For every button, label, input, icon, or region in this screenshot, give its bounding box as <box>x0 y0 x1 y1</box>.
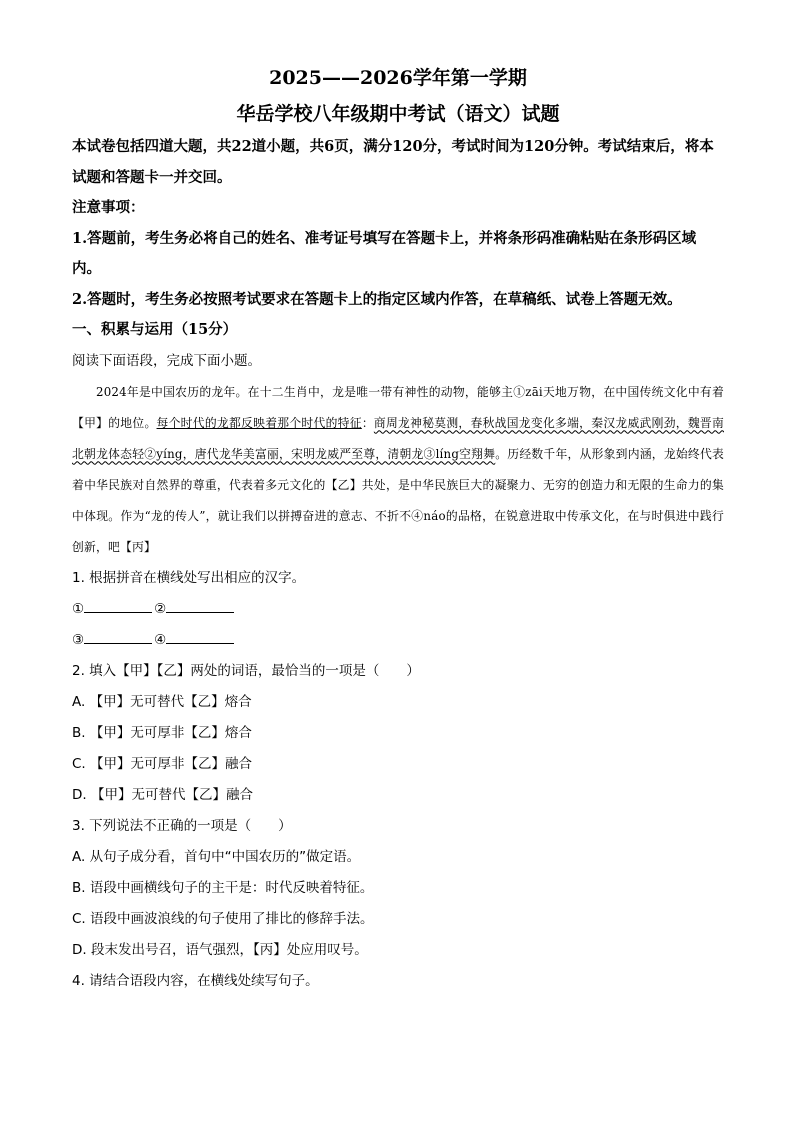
question-2-option-d: D. 【甲】无可替代【乙】融合 <box>72 786 253 803</box>
answer-blank-4[interactable] <box>166 629 234 644</box>
question-2-option-c: C. 【甲】无可厚非【乙】融合 <box>72 755 253 772</box>
answer-blank-2[interactable] <box>166 598 234 613</box>
answer-blank-1[interactable] <box>84 598 152 613</box>
question-1-stem: 1. 根据拼音在横线处写出相应的汉字。 <box>72 569 306 586</box>
blank-marker-3: ③ <box>72 631 85 648</box>
question-1-blanks-row-2 <box>72 625 724 656</box>
passage-text-3: 。历经数千年，从形象到内涵，龙始终代表着中华民族对自然界的尊重，代表着多元文化的【乙】共处，是中华民族巨大的凝聚力、无穷的创造力和无限的生命力的集中体现。作为“龙的传人”，就让我们以拼搏奋进的意志、不折不④náo的品格，在锐意进取中传承文化，在与时俱进中践行创新，吧【丙】 <box>72 446 724 554</box>
passage-text-2: ： <box>361 415 374 430</box>
passage-text-1: 2024年是中国农历的龙年。在十二生肖中，龙是唯一带有神性的动物，能够主①zāi天地万物，在中国传统文化中有着【甲】的地位。 <box>72 384 724 430</box>
exam-page <box>72 60 724 997</box>
question-3-stem: 3. 下列说法不正确的一项是（ ） <box>72 817 292 834</box>
question-3-option-d: D. 段末发出号召，语气强烈，【丙】处应用叹号。 <box>72 941 368 958</box>
section-heading-1: 一、积累与运用（15分） <box>72 321 238 338</box>
question-2-stem: 2. 填入【甲】【乙】两处的词语，最恰当的一项是（ ） <box>72 662 420 679</box>
reading-instruction: 阅读下面语段，完成下面小题。 <box>72 352 261 369</box>
question-3-option-b: B. 语段中画横线句子的主干是：时代反映着特征。 <box>72 879 374 896</box>
question-2-option-b: B. 【甲】无可厚非【乙】熔合 <box>72 724 252 741</box>
question-2-option-a: A. 【甲】无可替代【乙】熔合 <box>72 693 252 710</box>
exam-title-year: 2025——2026学年第一学期 <box>269 67 527 89</box>
notice-item-1: 1.答题前，考生务必将自己的姓名、准考证号填写在答题卡上，并将条形码准确粘贴在条形码区域内。 <box>72 229 697 277</box>
answer-blank-3[interactable] <box>84 629 152 644</box>
blank-marker-4: ④ <box>154 631 167 648</box>
blank-marker-1: ① <box>72 600 85 617</box>
question-3-option-a: A. 从句子成分看，首句中“中国农历的”做定语。 <box>72 848 361 865</box>
question-3-option-c: C. 语段中画波浪线的句子使用了排比的修辞手法。 <box>72 910 374 927</box>
exam-intro: 本试卷包括四道大题，共22道小题，共6页，满分120分，考试时间为120分钟。考试结束后，将本试题和答题卡一并交回。 <box>72 138 714 186</box>
notice-item-2: 2.答题时，考生务必按照考试要求在答题卡上的指定区域内作答，在草稿纸、试卷上答题无效。 <box>72 290 682 308</box>
question-1-blanks-row-1 <box>72 594 724 625</box>
exam-title: 华岳学校八年级期中考试（语文）试题 <box>236 103 560 125</box>
blank-marker-2: ② <box>154 600 167 617</box>
notice-heading: 注意事项： <box>72 199 145 216</box>
passage-underlined-sentence: 每个时代的龙都反映着那个时代的特征 <box>156 415 362 430</box>
reading-passage <box>72 377 724 563</box>
question-4-stem: 4. 请结合语段内容，在横线处续写句子。 <box>72 972 319 989</box>
passage-wavy-sentence: 商周龙神秘莫测，春秋战国龙变化多端，秦汉龙威武刚劲，魏晋南北朝龙体态轻②yíng，唐代龙华美富丽，宋明龙威严至尊，清朝龙③líng空翔舞 <box>72 415 724 461</box>
